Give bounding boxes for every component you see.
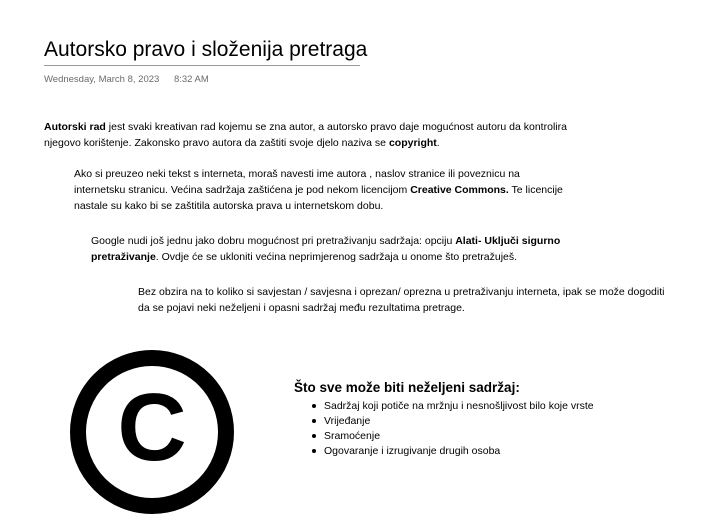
paragraph-text: Ako si preuzeo neki tekst s interneta, moraš navesti ime autora , naslov stranice ili poveznicu na internetsku stranicu. Većina sadržaja zaštićena je pod nekom licencijom [74,168,520,196]
bold-term-safe-search: Alati- Uključi sigurno pretraživanje [91,235,561,263]
unwanted-content-heading: Što sve može biti neželjeni sadržaj: [294,380,520,395]
page-title[interactable]: Autorsko pravo i složenija pretraga [44,38,360,66]
unwanted-content-section[interactable] [294,380,594,459]
copyright-glyph: C [117,374,187,481]
bold-term-autorski-rad: Autorski rad [44,121,106,133]
paragraph-text: . Ovdje će se ukloniti većina neprimjerenog sadržaja u onome što pretražuješ. [155,251,518,263]
paragraph-text: Google nudi još jednu jako dobru mogućnost pri pretraživanju sadržaja: opciju [91,235,456,247]
paragraph-text: . [436,137,440,149]
unwanted-content-list [294,399,594,459]
paragraph-text: Bez obzira na to koliko si savjestan / savjesna i oprezan/ oprezna u pretraživanju interneta, ipak se može dogoditi da se pojavi neki neželjeni i opasni sadržaj među rezultatima pretrage. [138,286,665,314]
list-item: Sadržaj koji potiče na mržnju i nesnošljivost bilo koje vrste [294,399,594,414]
paragraph-autorski-rad[interactable] [44,119,584,151]
paragraph-text: Te licencije nastale su kako bi se zaštitila autorska prava u internetskom dobu. [74,184,563,212]
page-date: Wednesday, March 8, 2023 [44,74,160,85]
paragraph-google-safe-search[interactable] [91,233,601,265]
copyright-symbol-graphic [66,346,238,518]
page-metadata [44,74,209,85]
list-item: Ogovaranje i izrugivanje drugih osoba [294,444,594,459]
list-item: Sramoćenje [294,429,594,444]
list-item: Vrijeđanje [294,414,594,429]
paragraph-oprez[interactable] [138,284,668,316]
bold-term-copyright: copyright [388,137,437,149]
bold-term-creative-commons: Creative Commons. [410,184,509,196]
page-time: 8:32 AM [173,74,209,85]
paragraph-creative-commons[interactable] [74,166,574,214]
copyright-icon[interactable] [66,346,238,523]
paragraph-text: jest svaki kreativan rad kojemu se zna autor, a autorsko pravo daje mogućnost autoru da kontrolira njegovo korištenje. Zakonsko pravo autora da zaštiti svoje djelo naziva se [44,121,567,149]
